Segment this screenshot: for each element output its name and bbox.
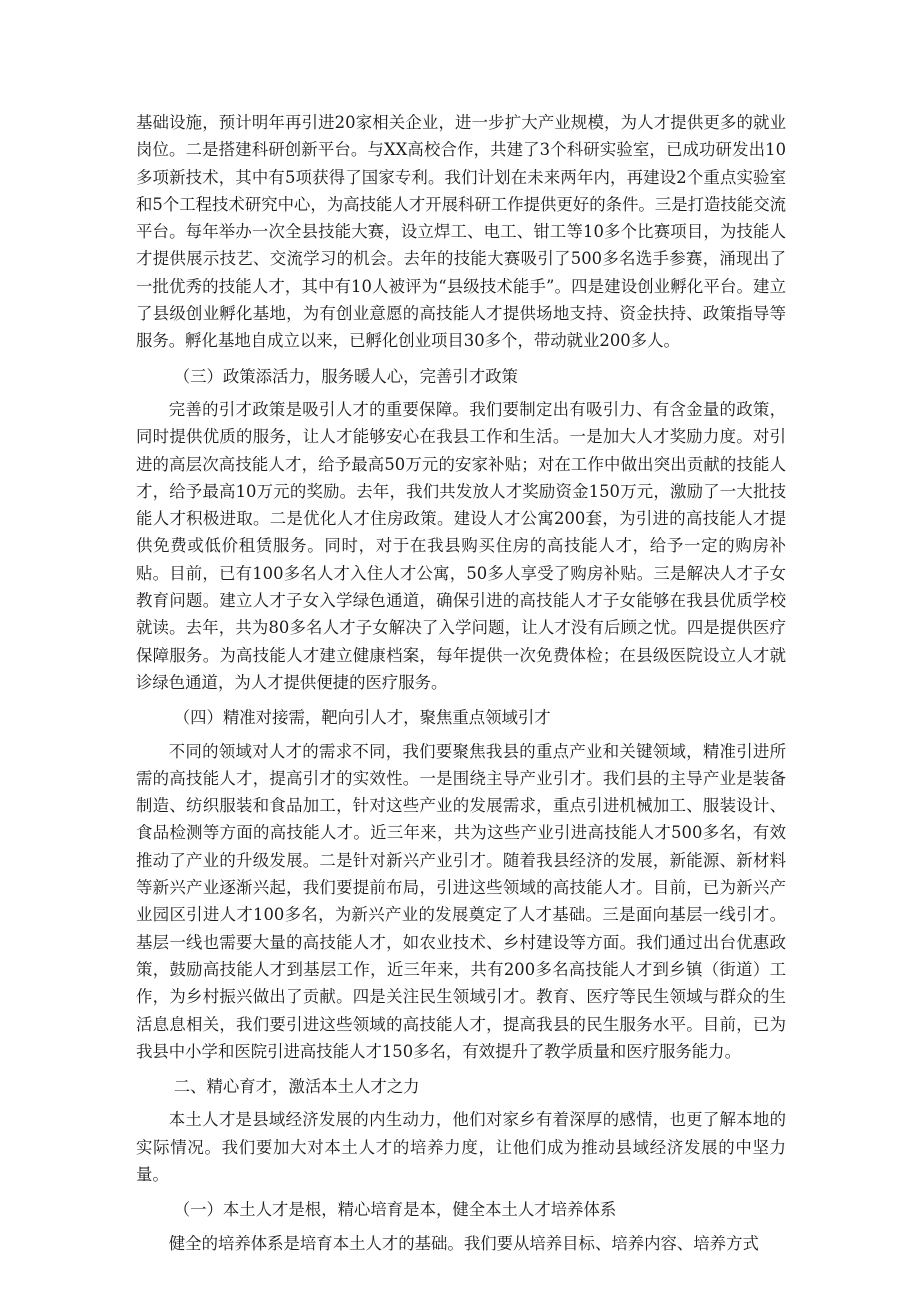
section-heading-training-system: （一）本土人才是根，精心培育是本，健全本土人才培养体系: [173, 1200, 617, 1220]
paragraph-training-system: 健全的培养体系是培育本土人才的基础。我们要从培养目标、培养内容、培养方式: [168, 1233, 759, 1253]
paragraph-policy: 完善的引才政策是吸引人才的重要保障。我们要制定出有吸引力、有含金量的政策，同时提供优质的服务，让人才能够安心在我县工作和生活。一是加大人才奖励力度。对引进的高层次高技能人才，给予最高50万元的安家补贴；对在工作中做出突出贡献的技能人才，给予最高10万元的奖励。去年，我们共发放人才奖励资金150万元，激励了一大批技能人才积极进取。二是优化人才住房政策。建设人才公寓200套，为引进的高技能人才提供免费或低价租赁服务。同时，对于在我县购买住房的高技能人才，给予一定的购房补贴。目前，已有100多名人才入住人才公寓，50多人享受了购房补贴。三是解决人才子女教育问题。建立人才子女入学绿色通道，确保引进的高技能人才子女能够在我县优质学校就读。去年，共为80多名人才子女解决了入学问题，让人才没有后顾之忧。四是提供医疗保障服务。为高技能人才建立健康档案，每年提供一次免费体检；在县级医院设立人才就诊绿色通道，为人才提供便捷的医疗服务。: [136, 399, 786, 692]
section-heading-targeted: （四）精准对接需，靶向引人才，聚焦重点领域引才: [173, 708, 551, 728]
paragraph-targeted: 不同的领域对人才的需求不同，我们要聚焦我县的重点产业和关键领域，精准引进所需的高技能人才，提高引才的实效性。一是围绕主导产业引才。我们县的主导产业是装备制造、纺织服装和食品加工，针对这些产业的发展需求，重点引进机械加工、服装设计、食品检测等方面的高技能人才。近三年来，共为这些产业引进高技能人才500多名，有效推动了产业的升级发展。二是针对新兴产业引才。随着我县经济的发展，新能源、新材料等新兴产业逐渐兴起，我们要提前布局，引进这些领域的高技能人才。目前，已为新兴产业园区引进人才100多名，为新兴产业的发展奠定了人才基础。三是面向基层一线引才。基层一线也需要大量的高技能人才，如农业技术、乡村建设等方面。我们通过出台优惠政策，鼓励高技能人才到基层工作，近三年来，共有200多名高技能人才到乡镇（街道）工作，为乡村振兴做出了贡献。四是关注民生领域引才。教育、医疗等民生领域与群众的生活息息相关，我们要引进这些领域的高技能人才，提高我县的民生服务水平。目前，已为我县中小学和医院引进高技能人才150多名，有效提升了教学质量和医疗服务能力。: [136, 741, 786, 1061]
section-heading-cultivation: 二、精心育才，激活本土人才之力: [173, 1077, 420, 1097]
paragraph-platforms: 基础设施，预计明年再引进20家相关企业，进一步扩大产业规模，为人才提供更多的就业岗位。二是搭建科研创新平台。与XX高校合作，共建了3个科研实验室，已成功研发出10多项新技术，其中有5项获得了国家专利。我们计划在未来两年内，再建设2个重点实验室和5个工程技术研究中心，为高技能人才开展科研工作提供更好的条件。三是打造技能交流平台。每年举办一次全县技能大赛，设立焊工、电工、钳工等10多个比赛项目，为技能人才提供展示技艺、交流学习的机会。去年的技能大赛吸引了500多名选手参赛，涌现出了一批优秀的技能人才，其中有10人被评为“县级技术能手”。四是建设创业孵化平台。建立了县级创业孵化基地，为有创业意愿的高技能人才提供场地支持、资金扶持、政策指导等服务。孵化基地自成立以来，已孵化创业项目30多个，带动就业200多人。: [136, 113, 786, 351]
paragraph-cultivation: 本土人才是县域经济发展的内生动力，他们对家乡有着深厚的感情，也更了解本地的实际情况。我们要加大对本土人才的培养力度，让他们成为推动县域经济发展的中坚力量。: [136, 1110, 786, 1184]
section-heading-policy: （三）政策添活力，服务暖人心，完善引才政策: [173, 366, 518, 386]
